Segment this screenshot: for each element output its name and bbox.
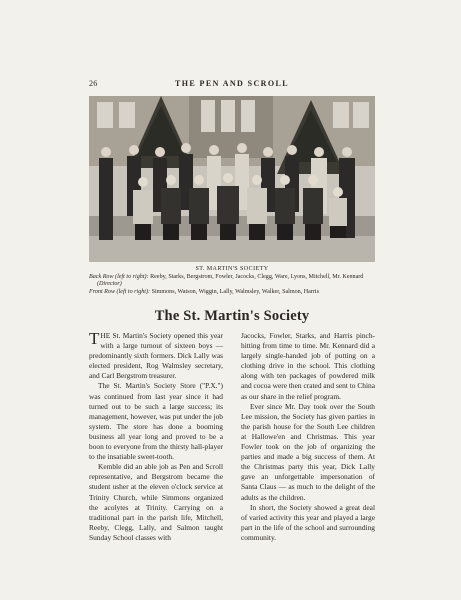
group-photograph-image bbox=[89, 96, 375, 262]
article-paragraph: Kemble did an able job as Pen and Scroll representative, and Bergstrom became the student usher at the eleven o'clock service at Trinity Church, while Simmons organized the acolytes at Trinity. Carrying on a traditional part in the parish life, Mitchell, Reeby, Clegg, Lally, and Salmon taught Sunday School classes with bbox=[89, 462, 223, 542]
front-row-names: Simmons, Watson, Wiggin, Lally, Walmsley, Walker, Salmon, Harris bbox=[151, 288, 319, 295]
photo-caption bbox=[89, 266, 375, 296]
article-heading: The St. Martin's Society bbox=[154, 308, 310, 324]
article-right-column bbox=[241, 331, 375, 543]
front-row-label: Front Row (left to right): bbox=[89, 288, 151, 295]
caption-front-row bbox=[89, 289, 375, 297]
back-row-names: Reeby, Starks, Bergstrom, Fowler, Jacocks, Clegg, Ware, Lyons, Mitchell, Mr. Kennard bbox=[150, 273, 364, 280]
article-paragraph: THE St. Martin's Society opened this year with a large turnout of sixteen boys — predominantly sixth formers. Dick Lally was elected president, Rog Walmsley secretary, and Carl Bergstrom treasurer. bbox=[89, 329, 223, 381]
caption-title: ST. MARTIN'S SOCIETY bbox=[195, 266, 269, 272]
article-paragraph: The St. Martin's Society Store ("P.X.") was continued from last year since it had turned out to be such a large success; its management, however, was put under the job system. The store has done a booming business all year long and proved to be a boon to everyone from the thirsty hall-player to the insatiable sweet-tooth. bbox=[89, 381, 223, 462]
page-header bbox=[89, 79, 375, 91]
caption-back-row bbox=[89, 274, 375, 289]
back-row-label: Back Row (left to right): bbox=[89, 273, 149, 280]
article-paragraph: Ever since Mr. Day took over the South Lee mission, the Society has given parties in the parish house for the South Lee children at Hallowe'en and Christmas. This year Fowler took on the job of organizing the parties and made a big success of them. At the Christmas party this year, Dick Lally gave an unforgettable impersonation of Santa Claus — as much to the delight of the adults as the children. bbox=[241, 401, 375, 502]
article-paragraph: In short, the Society showed a great deal of varied activity this year and played a large part in the life of the school and surrounding community. bbox=[241, 502, 375, 542]
article-paragraph: Jacocks, Fowler, Starks, and Harris pinch-hitting from time to time. Mr. Kennard did a largely single-handed job of putting on a clothing drive in the school. This clothing along with ten packages of powdered milk and cocoa were then crated and sent to China as our share in the relief program. bbox=[241, 331, 375, 401]
back-row-role: (Director) bbox=[97, 281, 122, 288]
article-left-column bbox=[89, 331, 223, 543]
page-number: 26 bbox=[89, 79, 98, 88]
group-photograph bbox=[89, 96, 375, 262]
journal-title: THE PEN AND SCROLL bbox=[175, 79, 289, 88]
